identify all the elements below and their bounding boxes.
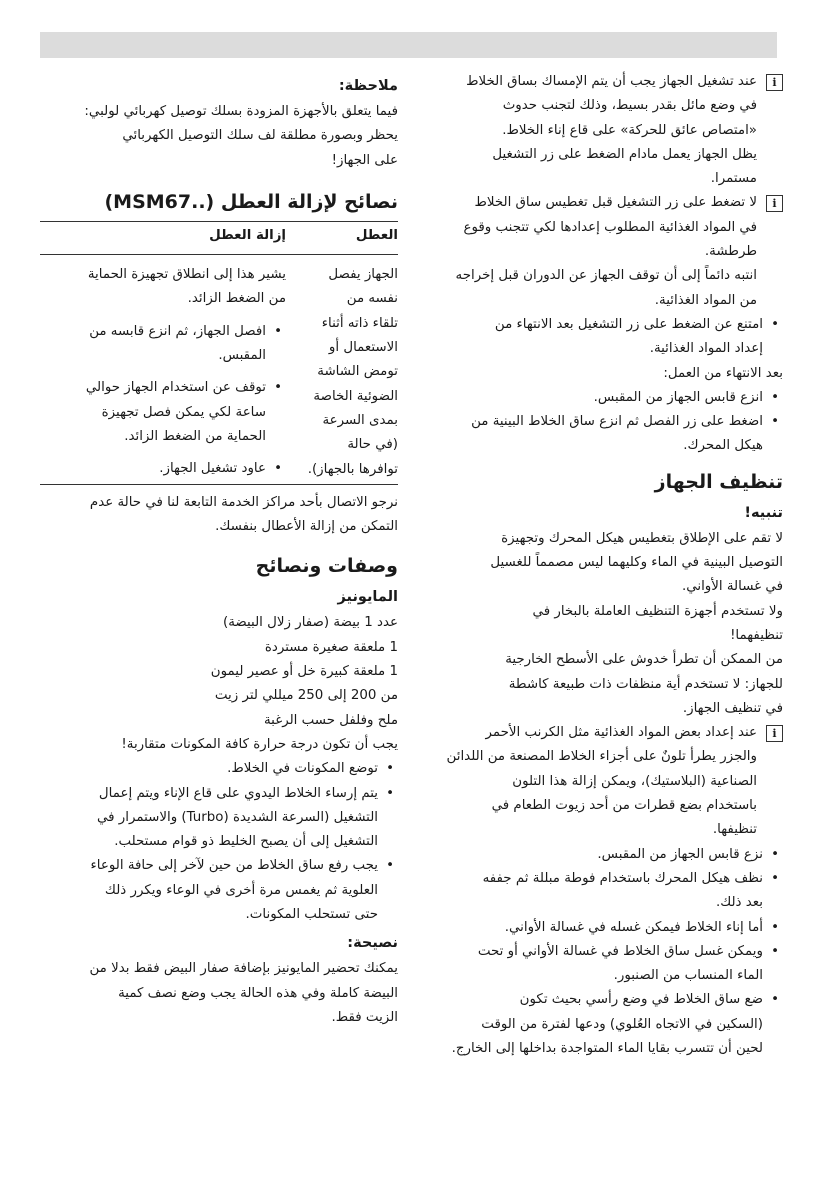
warning-heading: تنبيه! <box>744 504 783 521</box>
info-note-immerse: i لا تضغط على زر التشغيل قبل تغطيس ساق الخلاط في المواد الغذائية المطلوب إعدادها لكي تتجنب وقوع طرطشة. انتبه دائماً إلى أن توقف الجهاز عن الدوران قبل إخراجه من المواد الغذائية. <box>430 191 783 312</box>
info-icon: i <box>766 74 783 91</box>
recipes-heading: وصفات ونصائح <box>255 555 398 578</box>
cleaning-heading: تنظيف الجهاز <box>654 470 783 493</box>
list-item: • توضع المكونات في الخلاط. <box>40 757 398 781</box>
remedy-cell: يشير هذا إلى انطلاق تجهيزة الحماية من الضغط الزائد. • افصل الجهاز، ثم انزع قابسه من المقبس. • توقف عن استخدام الجهاز حوالي ساعة لكي يمكن فصل تجهيزة الحماية من الضغط الزائد. • عاود تشغيل الجهاز. <box>40 255 286 485</box>
cleaning-list <box>430 843 783 1062</box>
troubleshooting-table <box>40 221 398 485</box>
list-item: • يجب رفع ساق الخلاط من حين لآخر إلى حافة الوعاء العلوية ثم يغمس مرة أخرى في الوعاء ويكرر ذلك حتى تستحلب المكونات. <box>40 854 398 927</box>
remark-text: فيما يتعلق بالأجهزة المزودة بسلك توصيل كهربائي لولبي: يحظر وبصورة مطلقة لف سلك التوصيل الكهربائي على الجهاز! <box>84 104 398 168</box>
info-note-hold-angle: i عند تشغيل الجهاز يجب أن يتم الإمساك بساق الخلاط في وضع مائل بقدر بسيط، وذلك لتجنب حدوث «امتصاص عائق للحركة» على قاع إناء الخلاط. يظل الجهاز يعمل مادام الضغط على زر التشغيل مستمرا. <box>430 70 783 191</box>
list-item: • امتنع عن الضغط على زر التشغيل بعد الانتهاء من إعداد المواد الغذائية. <box>430 313 783 362</box>
after-work-label: بعد الانتهاء من العمل: <box>663 365 783 381</box>
list-item: • يتم إرساء الخلاط اليدوي على قاع الإناء ويتم إعمال التشغيل (السرعة الشديدة (Turbo) والاستمرار في التشغيل إلى أن يصبح الخليط ذو قوام مستحلب. <box>40 782 398 855</box>
ingredients-list: عدد 1 بيضة (صفار زلال البيضة) 1 ملعقة صغيرة مستردة 1 ملعقة كبيرة خل أو عصير ليمون من 200 إلى 250 ميللي لتر زيت ملح وفلفل حسب الرغبة <box>210 615 398 728</box>
list-item: • عاود تشغيل الجهاز. <box>40 457 286 481</box>
list-item: • أما إناء الخلاط فيمكن غسله في غسالة الأواني. <box>430 916 783 940</box>
list-item: • انزع قابس الجهاز من المقبس. <box>430 386 783 410</box>
list-item: • ويمكن غسل ساق الخلاط في غسالة الأواني أو تحت الماء المنساب من الصنبور. <box>430 940 783 989</box>
right-column <box>430 70 783 1061</box>
remark-heading: ملاحظة: <box>338 78 398 94</box>
temperature-note: يجب أن تكون درجة حرارة كافة المكونات متقاربة! <box>121 736 398 752</box>
contact-text: نرجو الاتصال بأحد مراكز الخدمة التابعة لنا في حالة عدم التمكن من إزالة الأعطال بنفسك. <box>89 494 398 535</box>
info-note-discoloration: i عند إعداد بعض المواد الغذائية مثل الكرنب الأحمر والجزر يطرأ تلونٌ على أجزاء الخلاط المصنعة من اللدائن الصناعية (البلاستيك)، ويمكن إزالة هذا التلون باستخدام بضع قطرات من أحد زيوت الطعام في تنظيفها. <box>430 721 783 842</box>
list-item: • افصل الجهاز، ثم انزع قابسه من المقبس. <box>40 320 286 369</box>
list-item: • نزع قابس الجهاز من المقبس. <box>430 843 783 867</box>
left-column <box>40 70 398 1030</box>
remedy-column-header: إزالة العطل <box>40 221 286 254</box>
list-item: • اضغط على زر الفصل ثم انزع ساق الخلاط البينية من هيكل المحرك. <box>430 410 783 459</box>
info-icon: i <box>766 725 783 742</box>
mayonnaise-heading: المايونيز <box>337 589 398 606</box>
steps-list <box>40 757 398 927</box>
troubleshooting-heading: نصائح لإزالة العطل (..MSM67) <box>104 190 398 213</box>
fault-column-header: العطل <box>286 221 398 254</box>
warning-text: لا تقم على الإطلاق بتغطيس هيكل المحرك وتجهيزة التوصيل البينية في الماء وكليهما ليس مصمماً للغسيل في غسالة الأواني. ولا تستخدم أجهزة التنظيف العاملة بالبخار في تنظيفهما! من الممكن أن تطرأ خدوش على الأسطح الخارجية للجهاز: لا تستخدم أية منظفات ذات طبيعة كاشطة في تنظيف الجهاز. <box>490 530 783 716</box>
tip-heading: نصيحة: <box>347 935 398 952</box>
tip-text: يمكنك تحضير المايونيز بإضافة صفار البيض فقط بدلا من البيضة كاملة وفي هذه الحالة يجب وضع نصف كمية الزيت فقط. <box>89 961 398 1025</box>
bullet-list <box>430 313 783 362</box>
table-row <box>40 255 398 485</box>
list-item: • توقف عن استخدام الجهاز حوالي ساعة لكي يمكن فصل تجهيزة الحماية من الضغط الزائد. <box>40 376 286 449</box>
header-bar <box>40 32 777 58</box>
list-item: • نظف هيكل المحرك باستخدام فوطة مبللة ثم جففه بعد ذلك. <box>430 867 783 916</box>
info-icon: i <box>766 195 783 212</box>
list-item: • ضع ساق الخلاط في وضع رأسي بحيث تكون (السكين في الاتجاه العُلوي) ودعها لفترة من الوقت لحين أن تتسرب بقايا الماء المتواجدة بداخلها إلى الخارج. <box>430 988 783 1061</box>
after-work-list <box>430 386 783 459</box>
fault-cell: الجهاز يفصل نفسه من تلقاء ذاته أثناء الاستعمال أو تومض الشاشة الضوئية الخاصة بمدى السرعة (في حالة توافرها بالجهاز). <box>307 267 398 477</box>
